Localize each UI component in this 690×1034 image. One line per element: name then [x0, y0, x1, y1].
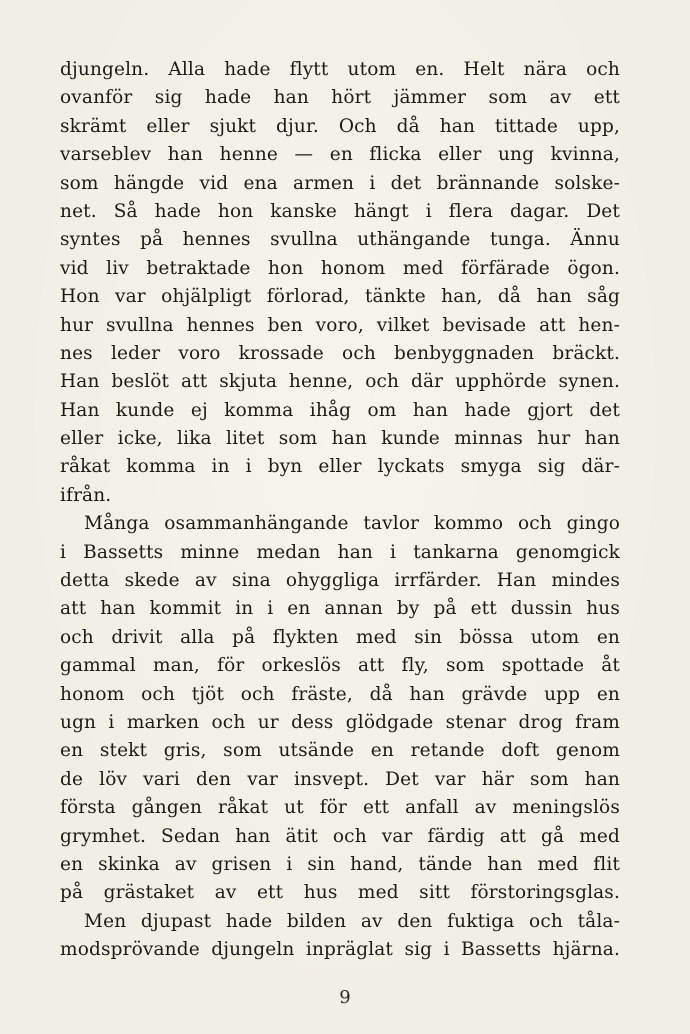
text-line: en skinka av grisen i sin hand, tände han med flit — [60, 853, 620, 875]
text-line: som hängde vid ena armen i det brännande solske- — [60, 172, 620, 194]
page-number: 9 — [339, 987, 351, 1008]
text-line: råkat komma in i byn eller lyckats smyga sig där- — [60, 456, 620, 478]
paragraph-1 — [60, 56, 620, 510]
text-line: ugn i marken och ur dess glödgade stenar drog fram — [60, 711, 620, 733]
text-line: och drivit alla på flykten med sin bössa utom en — [60, 626, 620, 648]
text-line: nes leder voro krossade och benbyggnaden bräckt. — [60, 342, 620, 364]
text-line: ovanför sig hade han hört jämmer som av ett — [60, 87, 620, 109]
text-line: vid liv betraktade hon honom med förfärade ögon. — [60, 257, 620, 279]
text-line: eller icke, lika litet som han kunde minnas hur han — [60, 428, 620, 450]
text-line: detta skede av sina ohyggliga irrfärder. Han mindes — [60, 570, 620, 592]
text-line: att han kommit in i en annan by på ett dussin hus — [60, 598, 620, 620]
text-line: Han beslöt att skjuta henne, och där upphörde synen. — [60, 371, 620, 393]
text-line: Men djupast hade bilden av den fuktiga och tåla- — [84, 910, 620, 932]
text-line: i Bassetts minne medan han i tankarna genomgick — [60, 541, 620, 563]
text-line: syntes på hennes svullna uthängande tunga. Ännu — [60, 229, 620, 251]
text-line: gammal man, för orkeslös att fly, som spottade åt — [60, 655, 620, 677]
paragraph-3 — [60, 908, 620, 965]
text-line: honom och tjöt och fräste, då han grävde upp en — [60, 683, 620, 705]
text-line: på grästaket av ett hus med sitt förstoringsglas. — [60, 882, 620, 904]
text-line: Hon var ohjälpligt förlorad, tänkte han, då han såg — [60, 286, 620, 308]
text-line: net. Så hade hon kanske hängt i flera dagar. Det — [60, 200, 620, 222]
text-line: en stekt gris, som utsände en retande doft genom — [60, 740, 620, 762]
text-line: första gången råkat ut för ett anfall av meningslös — [60, 797, 620, 819]
text-line: hur svullna hennes ben voro, vilket bevisade att hen- — [60, 314, 620, 336]
body-text — [60, 56, 620, 965]
text-line: Många osammanhängande tavlor kommo och gingo — [84, 513, 620, 535]
text-line: djungeln. Alla hade flytt utom en. Helt nära och — [60, 59, 620, 80]
text-line: skrämt eller sjukt djur. Och då han tittade upp, — [60, 115, 620, 137]
text-line: ifrån. — [60, 484, 112, 506]
text-line: de löv vari den var insvept. Det var här som han — [60, 768, 620, 790]
text-line: grymhet. Sedan han ätit och var färdig att gå med — [60, 825, 620, 847]
text-line: modsprövande djungeln inpräglat sig i Bassetts hjärna. — [60, 939, 620, 961]
text-line: Han kunde ej komma ihåg om han hade gjort det — [60, 399, 620, 421]
paragraph-2 — [60, 510, 620, 907]
text-line: varseblev han henne — en flicka eller ung kvinna, — [60, 144, 620, 166]
